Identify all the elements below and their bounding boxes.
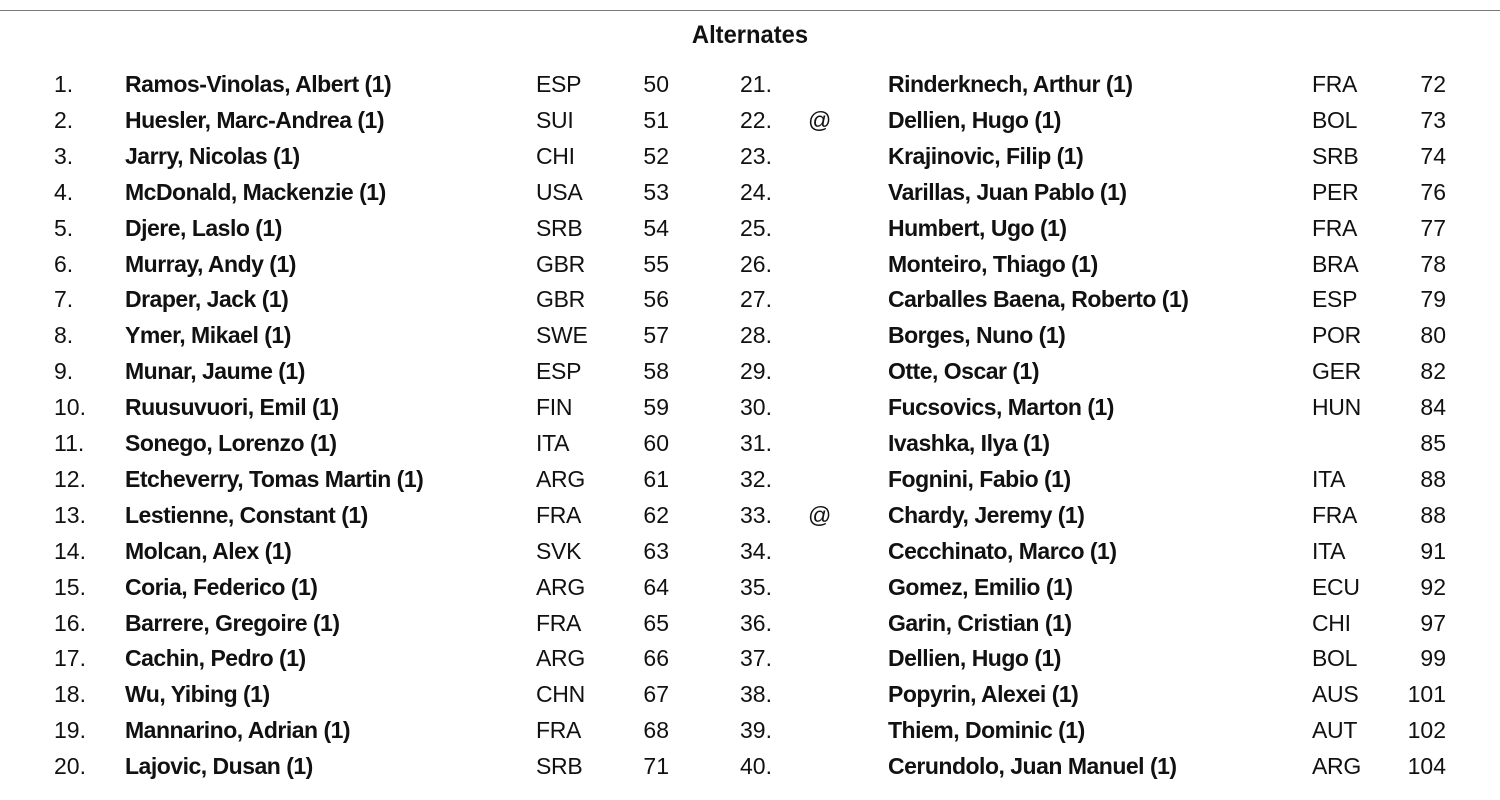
row-number: 30. — [740, 394, 772, 421]
row-number: 35. — [740, 573, 772, 600]
player-rank: 79 — [1420, 286, 1446, 313]
player-country: SRB — [536, 214, 583, 241]
table-row — [0, 102, 1500, 138]
row-number: 23. — [740, 142, 772, 169]
player-country: FRA — [536, 501, 582, 528]
player-country: GER — [1312, 358, 1361, 385]
player-rank: 64 — [643, 573, 669, 600]
row-number: 10. — [54, 394, 86, 421]
table-row — [0, 461, 1500, 497]
player-name: Munar, Jaume (1) — [125, 358, 305, 385]
player-rank: 92 — [1420, 573, 1446, 600]
row-number: 16. — [54, 609, 86, 636]
row-number: 21. — [740, 71, 772, 97]
player-country: ESP — [1312, 286, 1358, 313]
row-number: 29. — [740, 358, 772, 385]
player-rank: 80 — [1420, 322, 1446, 349]
row-mark: @ — [808, 501, 832, 528]
table-row — [0, 605, 1500, 641]
player-rank: 101 — [1407, 681, 1446, 708]
table-row — [0, 353, 1500, 389]
player-country: AUS — [1312, 681, 1359, 708]
row-number: 39. — [740, 717, 772, 744]
player-name: Krajinovic, Filip (1) — [888, 142, 1084, 169]
player-name: Varillas, Juan Pablo (1) — [888, 178, 1127, 205]
player-country: SRB — [536, 753, 583, 780]
row-number: 13. — [54, 501, 86, 528]
table-row — [0, 497, 1500, 533]
player-rank: 76 — [1420, 178, 1446, 205]
player-country: GBR — [536, 286, 585, 313]
row-number: 8. — [54, 322, 74, 349]
player-name: Gomez, Emilio (1) — [888, 573, 1073, 600]
player-rank: 57 — [643, 322, 669, 349]
row-number: 5. — [54, 214, 74, 241]
player-country: SWE — [536, 322, 588, 349]
player-country: FIN — [536, 394, 573, 421]
player-name: Cachin, Pedro (1) — [125, 645, 306, 672]
table-row — [0, 712, 1500, 748]
player-country: ESP — [536, 71, 582, 97]
player-name: Barrere, Gregoire (1) — [125, 609, 340, 636]
player-rank: 84 — [1420, 394, 1446, 421]
player-rank: 63 — [643, 537, 669, 564]
row-number: 12. — [54, 465, 86, 492]
player-name: Etcheverry, Tomas Martin (1) — [125, 465, 424, 492]
table-row — [0, 317, 1500, 353]
player-rank: 85 — [1420, 430, 1446, 456]
row-number: 11. — [54, 430, 85, 456]
row-number: 38. — [740, 681, 772, 708]
row-number: 18. — [54, 681, 86, 708]
player-rank: 82 — [1420, 358, 1446, 385]
player-country: ITA — [1312, 537, 1346, 564]
player-country: BRA — [1312, 250, 1359, 277]
row-number: 33. — [740, 501, 772, 528]
player-country: FRA — [1312, 71, 1358, 97]
row-number: 3. — [54, 142, 74, 169]
player-rank: 53 — [643, 178, 669, 205]
player-country: SUI — [536, 106, 574, 133]
row-number: 15. — [54, 573, 86, 600]
player-rank: 102 — [1407, 717, 1446, 744]
player-rank: 60 — [643, 430, 669, 456]
player-name: Murray, Andy (1) — [125, 250, 296, 277]
row-number: 22. — [740, 106, 772, 133]
player-name: Huesler, Marc-Andrea (1) — [125, 106, 384, 133]
player-name: Cerundolo, Juan Manuel (1) — [888, 753, 1177, 780]
player-rank: 67 — [643, 681, 669, 708]
player-rank: 88 — [1420, 501, 1446, 528]
row-number: 31. — [740, 430, 772, 456]
row-number: 20. — [54, 753, 86, 780]
table-row — [0, 246, 1500, 282]
row-number: 32. — [740, 465, 772, 492]
row-number: 37. — [740, 645, 772, 672]
player-rank: 65 — [643, 609, 669, 636]
table-row — [0, 210, 1500, 246]
player-country: FRA — [536, 609, 582, 636]
player-name: Otte, Oscar (1) — [888, 358, 1039, 385]
top-divider — [0, 10, 1500, 11]
player-country: ARG — [536, 645, 585, 672]
player-rank: 88 — [1420, 465, 1446, 492]
player-country: BOL — [1312, 645, 1358, 672]
player-name: Monteiro, Thiago (1) — [888, 250, 1098, 277]
player-country: ARG — [536, 573, 585, 600]
player-country: ITA — [1312, 465, 1346, 492]
player-rank: 52 — [643, 142, 669, 169]
player-name: Ivashka, Ilya (1) — [888, 430, 1050, 456]
player-country: CHI — [536, 142, 575, 169]
player-rank: 74 — [1420, 142, 1446, 169]
player-name: Dellien, Hugo (1) — [888, 645, 1061, 672]
row-number: 14. — [54, 537, 86, 564]
player-rank: 68 — [643, 717, 669, 744]
row-number: 36. — [740, 609, 772, 636]
player-country: SRB — [1312, 142, 1359, 169]
player-name: Molcan, Alex (1) — [125, 537, 292, 564]
player-name: Carballes Baena, Roberto (1) — [888, 286, 1189, 313]
table-row — [0, 138, 1500, 174]
player-country: SVK — [536, 537, 582, 564]
player-country: ESP — [536, 358, 582, 385]
row-number: 19. — [54, 717, 86, 744]
player-country: ARG — [536, 465, 585, 492]
row-number: 27. — [740, 286, 772, 313]
table-row — [0, 748, 1500, 784]
player-name: Mannarino, Adrian (1) — [125, 717, 351, 744]
row-number: 26. — [740, 250, 772, 277]
page-title: Alternates — [691, 21, 809, 49]
player-name: Dellien, Hugo (1) — [888, 106, 1061, 133]
row-number: 28. — [740, 322, 772, 349]
player-name: Ymer, Mikael (1) — [125, 322, 291, 349]
player-rank: 66 — [643, 645, 669, 672]
player-rank: 78 — [1420, 250, 1446, 277]
player-name: McDonald, Mackenzie (1) — [125, 178, 386, 205]
player-name: Djere, Laslo (1) — [125, 214, 282, 241]
row-number: 4. — [54, 178, 74, 205]
player-country: USA — [536, 178, 583, 205]
row-number: 2. — [54, 106, 74, 133]
player-name: Jarry, Nicolas (1) — [125, 142, 300, 169]
player-name: Sonego, Lorenzo (1) — [125, 430, 337, 456]
table-row — [0, 569, 1500, 605]
player-name: Rinderknech, Arthur (1) — [888, 71, 1133, 97]
player-name: Fucsovics, Marton (1) — [888, 394, 1114, 421]
player-country: AUT — [1312, 717, 1358, 744]
player-name: Cecchinato, Marco (1) — [888, 537, 1117, 564]
player-name: Lajovic, Dusan (1) — [125, 753, 313, 780]
player-name: Borges, Nuno (1) — [888, 322, 1066, 349]
table-row — [0, 425, 1500, 461]
table-row — [0, 676, 1500, 712]
player-country: BOL — [1312, 106, 1358, 133]
player-rank: 62 — [643, 501, 669, 528]
player-name: Garin, Cristian (1) — [888, 609, 1072, 636]
table-row — [0, 533, 1500, 569]
row-number: 25. — [740, 214, 772, 241]
row-number: 17. — [54, 645, 86, 672]
player-name: Coria, Federico (1) — [125, 573, 318, 600]
player-rank: 56 — [643, 286, 669, 313]
row-number: 40. — [740, 753, 772, 780]
player-country: CHN — [536, 681, 585, 708]
player-rank: 55 — [643, 250, 669, 277]
player-rank: 54 — [643, 214, 669, 241]
player-country: HUN — [1312, 394, 1361, 421]
player-rank: 73 — [1420, 106, 1446, 133]
player-name: Popyrin, Alexei (1) — [888, 681, 1079, 708]
player-rank: 72 — [1420, 71, 1446, 97]
player-country: PER — [1312, 178, 1359, 205]
player-name: Ramos-Vinolas, Albert (1) — [125, 71, 392, 97]
player-rank: 58 — [643, 358, 669, 385]
player-rank: 59 — [643, 394, 669, 421]
table-row — [0, 389, 1500, 425]
player-rank: 77 — [1420, 214, 1446, 241]
row-number: 1. — [54, 71, 74, 97]
player-rank: 104 — [1407, 753, 1446, 780]
player-name: Chardy, Jeremy (1) — [888, 501, 1085, 528]
player-rank: 51 — [643, 106, 669, 133]
player-name: Lestienne, Constant (1) — [125, 501, 368, 528]
table-row — [0, 174, 1500, 210]
player-rank: 97 — [1420, 609, 1446, 636]
player-country: GBR — [536, 250, 585, 277]
row-number: 7. — [54, 286, 74, 313]
player-country: FRA — [536, 717, 582, 744]
player-rank: 61 — [643, 465, 669, 492]
table-row — [0, 66, 1500, 102]
player-country: ECU — [1312, 573, 1360, 600]
player-country: ITA — [536, 430, 570, 456]
player-name: Fognini, Fabio (1) — [888, 465, 1071, 492]
player-name: Wu, Yibing (1) — [125, 681, 270, 708]
row-mark: @ — [808, 106, 832, 133]
player-country: ARG — [1312, 753, 1361, 780]
row-number: 6. — [54, 250, 74, 277]
row-number: 9. — [54, 358, 74, 385]
player-rank: 71 — [643, 753, 669, 780]
player-country: FRA — [1312, 214, 1358, 241]
player-country: CHI — [1312, 609, 1351, 636]
row-number: 24. — [740, 178, 772, 205]
player-name: Draper, Jack (1) — [125, 286, 289, 313]
player-name: Thiem, Dominic (1) — [888, 717, 1085, 744]
table-row — [0, 281, 1500, 317]
player-rank: 50 — [643, 71, 669, 97]
player-country: POR — [1312, 322, 1361, 349]
player-rank: 99 — [1420, 645, 1446, 672]
player-rank: 91 — [1420, 537, 1446, 564]
player-country: FRA — [1312, 501, 1358, 528]
player-name: Ruusuvuori, Emil (1) — [125, 394, 339, 421]
table-row — [0, 640, 1500, 676]
player-name: Humbert, Ugo (1) — [888, 214, 1067, 241]
row-number: 34. — [740, 537, 772, 564]
